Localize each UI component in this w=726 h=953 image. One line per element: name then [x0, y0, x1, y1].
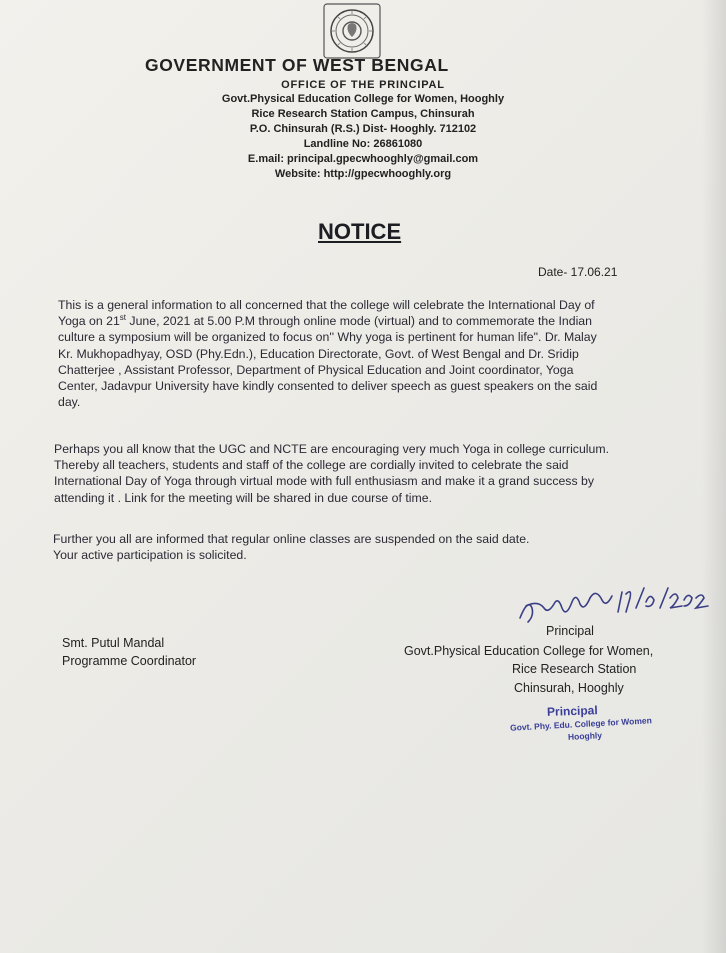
stamp-district: Hooghly: [567, 730, 603, 742]
coordinator-name: Smt. Putul Mandal: [62, 636, 165, 650]
paragraph-line: Thereby all teachers, students and staff of the college are cordially invited to celebrate the said: [54, 458, 569, 473]
notice-date: Date- 17.06.21: [538, 265, 618, 279]
coordinator-signature-block: [62, 634, 196, 670]
paragraph-line: [58, 313, 670, 329]
paragraph-line: culture a symposium will be organized to focus on'' Why yoga is pertinent for human life". Dr. Malay: [58, 330, 597, 345]
text-run: Yoga on 21: [58, 314, 120, 329]
principal-station-line: Rice Research Station: [512, 662, 637, 676]
principal-location-line: Chinsurah, Hooghly: [514, 681, 624, 695]
email-address: E.mail: principal.gpecwhooghly@gmail.com: [247, 153, 479, 165]
landline-number: Landline No: 26861080: [303, 138, 423, 150]
paragraph-announcement: [58, 297, 670, 410]
paragraph-line: This is a general information to all concerned that the college will celebrate the International Day of: [58, 298, 595, 312]
paragraph-line: Further you all are informed that regular online classes are suspended on the said date.: [53, 532, 530, 546]
stamp-college: Govt. Phy. Edu. College for Women: [509, 715, 653, 733]
paragraph-line: International Day of Yoga through virtual mode with full enthusiasm and make it a grand success by: [54, 474, 595, 489]
website-address: Website: http://gpecwhooghly.org: [274, 168, 452, 180]
paragraph-classes-suspended: [53, 531, 613, 563]
page-edge-shadow: [702, 0, 726, 953]
state-emblem-logo: [318, 2, 386, 60]
college-name: Govt.Physical Education College for Women, Hooghly: [221, 93, 505, 105]
postal-address: P.O. Chinsurah (R.S.) Dist- Hooghly. 712102: [249, 123, 477, 135]
paragraph-line: attending it . Link for the meeting will be shared in due course of time.: [54, 490, 432, 505]
stamp-title: Principal: [546, 703, 598, 719]
government-heading: GOVERNMENT OF WEST BENGAL: [145, 55, 449, 75]
paragraph-invitation: [54, 441, 680, 506]
ordinal-suffix: st: [119, 313, 127, 323]
paragraph-line: Kr. Mukhopadhyay, OSD (Phy.Edn.), Education Directorate, Govt. of West Bengal and Dr. Sridip: [58, 346, 579, 361]
principal-signature: [518, 578, 714, 626]
coordinator-role: Programme Coordinator: [62, 654, 197, 668]
campus-line: Rice Research Station Campus, Chinsurah: [251, 108, 475, 120]
notice-title: NOTICE: [318, 219, 402, 244]
principal-college-line: Govt.Physical Education College for Women,: [404, 644, 654, 658]
paragraph-line: Chatterjee , Assistant Professor, Department of Physical Education and Joint coordinator, Yoga: [58, 362, 574, 377]
paragraph-line: day.: [58, 395, 81, 410]
paragraph-line: Center, Jadavpur University have kindly consented to deliver speech as guest speakers on the said: [58, 379, 598, 394]
text-run: June, 2021 at 5.00 P.M through online mode (virtual) and to commemorate the Indian: [126, 314, 592, 329]
paragraph-line: Perhaps you all know that the UGC and NCTE are encouraging very much Yoga in college curriculum.: [54, 442, 610, 456]
principal-label: Principal: [546, 624, 594, 638]
office-line: OFFICE OF THE PRINCIPAL: [281, 79, 445, 91]
paragraph-line: Your active participation is solicited.: [53, 548, 247, 563]
